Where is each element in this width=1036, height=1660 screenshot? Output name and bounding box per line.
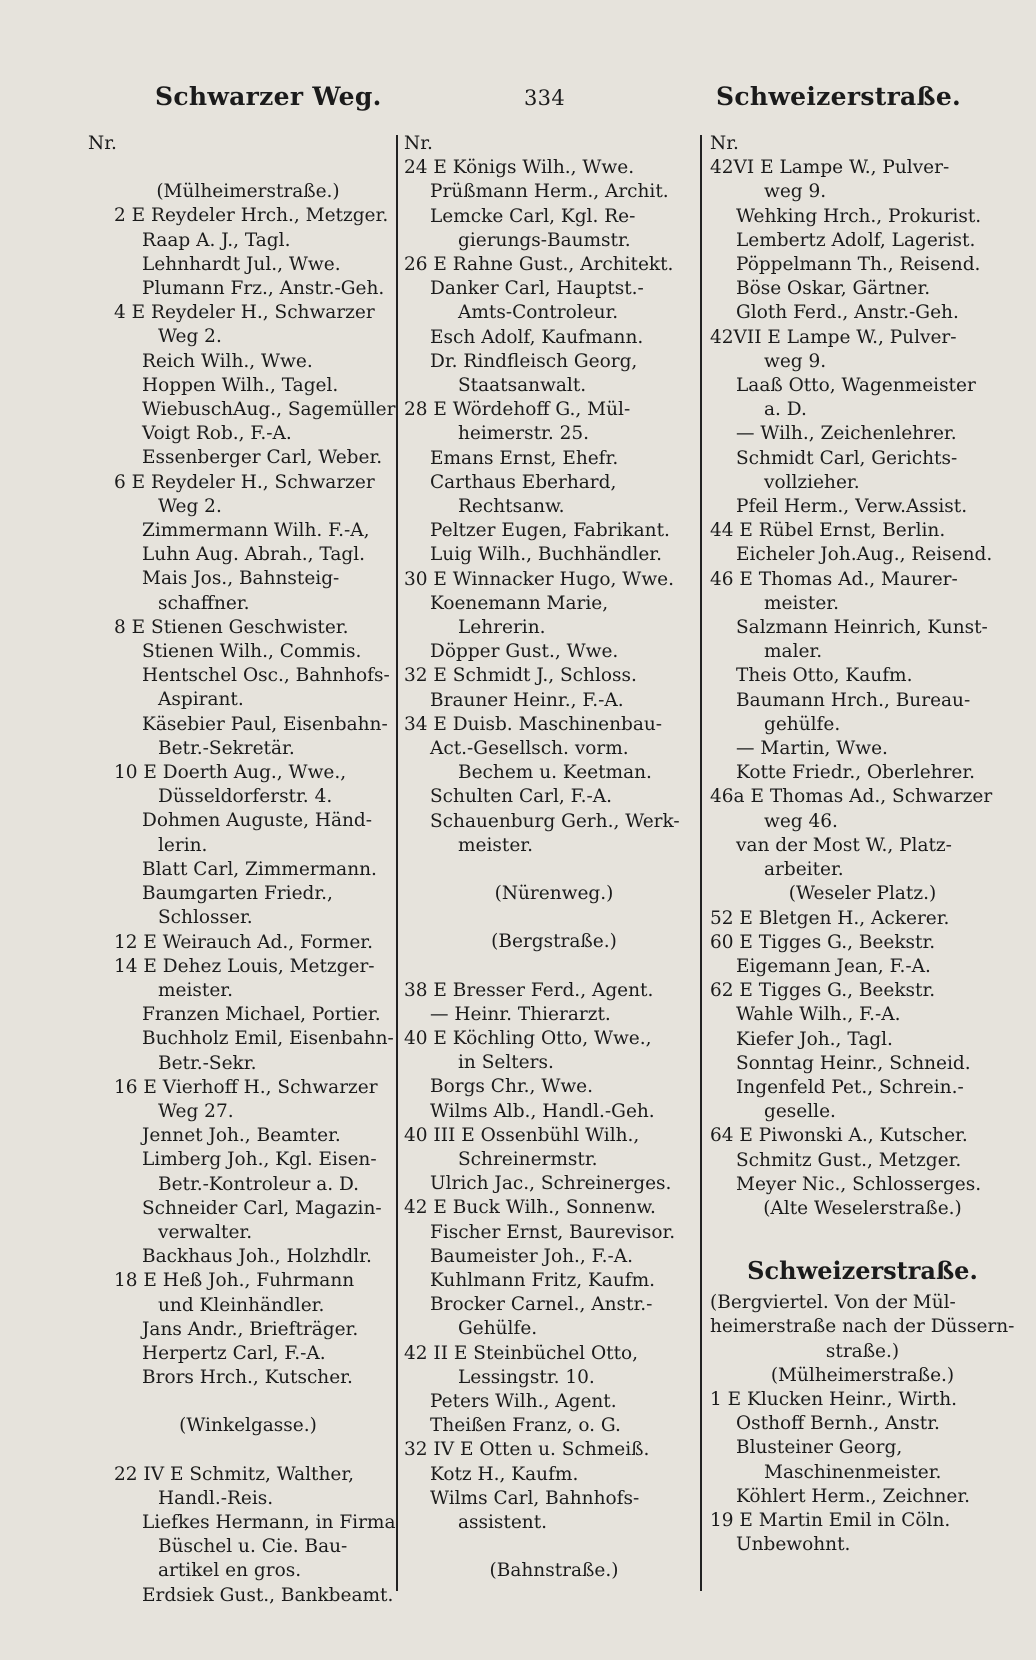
directory-entry: lerin. bbox=[158, 834, 208, 856]
directory-entry: a. D. bbox=[764, 399, 807, 421]
directory-entry: Käsebier Paul, Eisenbahn- bbox=[142, 713, 388, 735]
directory-entry: 1 E Klucken Heinr., Wirth. bbox=[710, 1388, 958, 1410]
directory-entry: Luhn Aug. Abrah., Tagl. bbox=[142, 544, 365, 566]
directory-entry: Buchholz Emil, Eisenbahn- bbox=[142, 1028, 394, 1050]
directory-entry: Danker Carl, Hauptst.- bbox=[430, 278, 644, 300]
directory-entry: 32 E Schmidt J., Schloss. bbox=[404, 665, 637, 687]
spacer bbox=[88, 1390, 408, 1414]
directory-entry: Pfeil Herm., Verw.Assist. bbox=[736, 496, 968, 518]
directory-entry: Schauenburg Gerh., Werk- bbox=[430, 810, 680, 832]
directory-entry: Amts-Controleur. bbox=[458, 302, 619, 324]
directory-entry: 2 E Reydeler Hrch., Metzger. bbox=[114, 205, 389, 227]
directory-entry: Nr. bbox=[710, 133, 739, 154]
directory-entry: Unbewohnt. bbox=[736, 1534, 851, 1556]
directory-entry: vollzieher. bbox=[764, 471, 860, 493]
directory-entry: 6 E Reydeler H., Schwarzer bbox=[114, 471, 375, 493]
directory-entry: Essenberger Carl, Weber. bbox=[142, 447, 383, 469]
directory-entry: Mais Jos., Bahnsteig- bbox=[142, 568, 340, 590]
column-3 bbox=[710, 132, 1015, 1557]
directory-entry: Düsseldorferstr. 4. bbox=[158, 786, 333, 808]
directory-entry: Peters Wilh., Agent. bbox=[430, 1390, 617, 1412]
directory-entry: Schneider Carl, Magazin- bbox=[142, 1197, 382, 1219]
directory-entry: Dohmen Auguste, Händ- bbox=[142, 810, 373, 832]
directory-entry: 16 E Vierhoff H., Schwarzer bbox=[114, 1076, 378, 1098]
directory-entry: Baumeister Joh., F.-A. bbox=[430, 1245, 633, 1267]
directory-entry: — Martin, Wwe. bbox=[736, 738, 888, 760]
directory-entry: Lehnhardt Jul., Wwe. bbox=[142, 253, 341, 275]
directory-entry: Emans Ernst, Ehefr. bbox=[430, 447, 619, 469]
directory-entry: Wilms Alb., Handl.-Geh. bbox=[430, 1100, 655, 1122]
spacer bbox=[710, 1221, 1015, 1245]
section-heading: straße.) bbox=[825, 1340, 900, 1362]
directory-entry: Schulten Carl, F.-A. bbox=[430, 786, 612, 808]
directory-entry: weg 46. bbox=[764, 810, 838, 832]
directory-entry: arbeiter. bbox=[764, 859, 844, 881]
directory-entry: Baumann Hrch., Bureau- bbox=[736, 689, 971, 711]
directory-entry: Liefkes Hermann, in Firma bbox=[142, 1511, 396, 1533]
spacer bbox=[88, 1439, 408, 1463]
directory-entry: Reich Wilh., Wwe. bbox=[142, 350, 313, 372]
directory-entry: Erdsiek Gust., Bankbeamt. bbox=[142, 1584, 394, 1606]
column-2 bbox=[404, 132, 704, 1583]
directory-entry: 42 II E Steinbüchel Otto, bbox=[404, 1342, 639, 1364]
section-heading: Schweizerstraße. bbox=[747, 1256, 978, 1286]
directory-entry: Schmidt Carl, Gerichts- bbox=[736, 447, 958, 469]
directory-entry: weg 9. bbox=[764, 181, 827, 203]
directory-entry: Brauner Heinr., F.-A. bbox=[430, 689, 624, 711]
directory-entry: van der Most W., Platz- bbox=[736, 834, 952, 856]
directory-entry: Act.-Gesellsch. vorm. bbox=[430, 738, 629, 760]
section-heading: (Nürenweg.) bbox=[494, 883, 614, 905]
directory-entry: Weg 2. bbox=[158, 495, 222, 517]
directory-entry: 40 E Köchling Otto, Wwe., bbox=[404, 1027, 652, 1049]
page-number: 334 bbox=[524, 86, 565, 110]
directory-entry: 4 E Reydeler H., Schwarzer bbox=[114, 302, 375, 324]
directory-entry: geselle. bbox=[764, 1101, 836, 1123]
directory-entry: 40 III E Ossenbühl Wilh., bbox=[404, 1124, 640, 1146]
directory-entry: Büschel u. Cie. Bau- bbox=[158, 1536, 348, 1558]
directory-entry: 62 E Tigges G., Beekstr. bbox=[710, 980, 936, 1002]
directory-entry: Hoppen Wilh., Tagel. bbox=[142, 374, 339, 396]
directory-entry: 18 E Heß Joh., Fuhrmann bbox=[114, 1270, 355, 1292]
directory-entry: Luig Wilh., Buchhändler. bbox=[430, 544, 662, 566]
directory-entry: 22 IV E Schmitz, Walther, bbox=[114, 1463, 355, 1485]
directory-entry: Herpertz Carl, F.-A. bbox=[142, 1342, 326, 1364]
directory-entry: heimerstraße nach der Düssern- bbox=[710, 1316, 1015, 1338]
directory-entry: 30 E Winnacker Hugo, Wwe. bbox=[404, 568, 674, 590]
directory-entry: Stienen Wilh., Commis. bbox=[142, 641, 362, 663]
spacer bbox=[404, 906, 704, 930]
directory-entry: Meyer Nic., Schlosserges. bbox=[736, 1173, 982, 1195]
directory-entry: 42VI E Lampe W., Pulver- bbox=[710, 157, 950, 179]
directory-entry: Eicheler Joh.Aug., Reisend. bbox=[736, 544, 993, 566]
directory-entry: 60 E Tigges G., Beekstr. bbox=[710, 931, 936, 953]
directory-entry: Koenemann Marie, bbox=[430, 592, 609, 614]
directory-entry: Jennet Joh., Beamter. bbox=[142, 1125, 341, 1147]
directory-entry: Bechem u. Keetman. bbox=[458, 762, 652, 784]
directory-entry: Eigemann Jean, F.-A. bbox=[736, 955, 931, 977]
header-street-right: Schweizerstraße. bbox=[716, 82, 962, 111]
directory-entry: Lehrerin. bbox=[458, 617, 546, 639]
directory-entry: Betr.-Sekr. bbox=[158, 1052, 257, 1074]
directory-entry: 38 E Bresser Ferd., Agent. bbox=[404, 979, 654, 1001]
directory-entry: Plumann Frz., Anstr.-Geh. bbox=[142, 278, 385, 300]
section-heading: (Mülheimerstraße.) bbox=[770, 1364, 955, 1386]
directory-entry: Weg 2. bbox=[158, 326, 222, 348]
directory-entry: Nr. bbox=[404, 133, 433, 154]
directory-entry: Fischer Ernst, Baurevisor. bbox=[430, 1221, 676, 1243]
directory-entry: 12 E Weirauch Ad., Former. bbox=[114, 931, 373, 953]
directory-entry: weg 9. bbox=[764, 350, 827, 372]
directory-entry: artikel en gros. bbox=[158, 1560, 302, 1582]
directory-entry: Borgs Chr., Wwe. bbox=[430, 1076, 593, 1098]
section-heading: (Winkelgasse.) bbox=[179, 1415, 317, 1437]
directory-entry: meister. bbox=[458, 834, 533, 856]
directory-entry: assistent. bbox=[458, 1511, 548, 1533]
directory-entry: Lessingstr. 10. bbox=[458, 1366, 595, 1388]
directory-entry: Kiefer Joh., Tagl. bbox=[736, 1028, 893, 1050]
directory-entry: Jans Andr., Briefträger. bbox=[142, 1318, 359, 1340]
directory-entry: Lemcke Carl, Kgl. Re- bbox=[430, 205, 636, 227]
directory-entry: Weg 27. bbox=[158, 1100, 234, 1122]
directory-entry: 10 E Doerth Aug., Wwe., bbox=[114, 762, 347, 784]
directory-entry: Baumgarten Friedr., bbox=[142, 883, 333, 905]
directory-entry: Peltzer Eugen, Fabrikant. bbox=[430, 520, 670, 542]
directory-entry: 26 E Rahne Gust., Architekt. bbox=[404, 254, 674, 276]
directory-entry: in Selters. bbox=[458, 1052, 554, 1074]
directory-entry: Sonntag Heinr., Schneid. bbox=[736, 1052, 971, 1074]
directory-entry: Nr. bbox=[88, 133, 117, 154]
directory-entry: 52 E Bletgen H., Ackerer. bbox=[710, 907, 950, 929]
directory-entry: 24 E Königs Wilh., Wwe. bbox=[404, 157, 635, 179]
directory-entry: Voigt Rob., F.-A. bbox=[142, 423, 292, 445]
directory-entry: Salzmann Heinrich, Kunst- bbox=[736, 617, 988, 639]
directory-entry: Betr.-Sekretär. bbox=[158, 737, 295, 759]
directory-entry: — Wilh., Zeichenlehrer. bbox=[736, 423, 957, 445]
directory-entry: 42VII E Lampe W., Pulver- bbox=[710, 326, 957, 348]
directory-entry: verwalter. bbox=[158, 1221, 253, 1243]
directory-entry: Gehülfe. bbox=[458, 1318, 538, 1340]
directory-entry: Betr.-Kontroleur a. D. bbox=[158, 1173, 360, 1195]
directory-entry: — Heinr. Thierarzt. bbox=[430, 1003, 611, 1025]
directory-entry: Döpper Gust., Wwe. bbox=[430, 641, 619, 663]
directory-entry: Brors Hrch., Kutscher. bbox=[142, 1367, 353, 1389]
directory-entry: Ingenfeld Pet., Schrein.- bbox=[736, 1076, 964, 1098]
directory-entry: Schmitz Gust., Metzger. bbox=[736, 1149, 962, 1171]
spacer bbox=[404, 858, 704, 882]
section-heading: (Mülheimerstraße.) bbox=[156, 181, 340, 203]
header-street-left: Schwarzer Weg. bbox=[155, 82, 382, 111]
directory-entry: 64 E Piwonski A., Kutscher. bbox=[710, 1125, 968, 1147]
directory-entry: maler. bbox=[764, 641, 823, 663]
directory-entry: 28 E Wördehoff G., Mül- bbox=[404, 399, 631, 421]
directory-entry: Brocker Carnel., Anstr.- bbox=[430, 1294, 653, 1316]
directory-entry: Schreinermstr. bbox=[458, 1148, 598, 1170]
directory-entry: meister. bbox=[158, 979, 233, 1001]
section-heading: (Alte Weselerstraße.) bbox=[763, 1197, 962, 1219]
directory-entry: 19 E Martin Emil in Cöln. bbox=[710, 1509, 951, 1531]
directory-entry: Limberg Joh., Kgl. Eisen- bbox=[142, 1149, 377, 1171]
directory-entry: Raap A. J., Tagl. bbox=[142, 229, 291, 251]
directory-entry: Hentschel Osc., Bahnhofs- bbox=[142, 665, 390, 687]
directory-entry: Zimmermann Wilh. F.-A, bbox=[142, 520, 370, 542]
directory-entry: Wehking Hrch., Prokurist. bbox=[736, 205, 982, 227]
directory-entry: Blatt Carl, Zimmermann. bbox=[142, 858, 377, 880]
spacer bbox=[404, 955, 704, 979]
directory-entry: 42 E Buck Wilh., Sonnenw. bbox=[404, 1197, 656, 1219]
column-1 bbox=[88, 132, 408, 1608]
directory-entry: gehülfe. bbox=[764, 713, 841, 735]
directory-entry: Franzen Michael, Portier. bbox=[142, 1004, 381, 1026]
directory-entry: 46a E Thomas Ad., Schwarzer bbox=[710, 786, 993, 808]
spacer bbox=[88, 156, 408, 180]
directory-entry: Osthoff Bernh., Anstr. bbox=[736, 1413, 940, 1435]
directory-entry: Carthaus Eberhard, bbox=[430, 471, 617, 493]
directory-entry: Pöppelmann Th., Reisend. bbox=[736, 254, 981, 276]
directory-entry: Lembertz Adolf, Lagerist. bbox=[736, 229, 976, 251]
directory-entry: Wahle Wilh., F.-A. bbox=[736, 1004, 901, 1026]
directory-entry: Prüßmann Herm., Archit. bbox=[430, 181, 669, 203]
directory-entry: Esch Adolf, Kaufmann. bbox=[430, 326, 644, 348]
directory-entry: Gloth Ferd., Anstr.-Geh. bbox=[736, 302, 959, 324]
directory-entry: Theis Otto, Kaufm. bbox=[736, 665, 913, 687]
section-heading: (Weseler Platz.) bbox=[788, 883, 937, 905]
spacer bbox=[404, 1535, 704, 1559]
directory-entry: heimerstr. 25. bbox=[458, 423, 590, 445]
directory-entry: Wilms Carl, Bahnhofs- bbox=[430, 1487, 640, 1509]
directory-entry: schaffner. bbox=[158, 592, 250, 614]
directory-entry: 34 E Duisb. Maschinenbau- bbox=[404, 713, 663, 735]
directory-entry: 46 E Thomas Ad., Maurer- bbox=[710, 568, 958, 590]
directory-entry: Laaß Otto, Wagenmeister bbox=[736, 375, 976, 397]
section-heading: (Bergstraße.) bbox=[491, 931, 617, 953]
directory-entry: WiebuschAug., Sagemüller bbox=[142, 399, 396, 421]
directory-entry: Kotz H., Kaufm. bbox=[430, 1463, 579, 1485]
directory-entry: (Bergviertel. Von der Mül- bbox=[710, 1292, 956, 1314]
directory-entry: und Kleinhändler. bbox=[158, 1294, 325, 1316]
directory-entry: Rechtsanw. bbox=[458, 496, 565, 518]
directory-entry: Blusteiner Georg, bbox=[736, 1437, 903, 1459]
directory-entry: Schlosser. bbox=[158, 907, 253, 929]
directory-entry: 32 IV E Otten u. Schmeiß. bbox=[404, 1439, 650, 1461]
directory-entry: Aspirant. bbox=[158, 689, 244, 711]
section-heading: (Bahnstraße.) bbox=[489, 1560, 619, 1582]
directory-entry: 8 E Stienen Geschwister. bbox=[114, 616, 349, 638]
directory-entry: Köhlert Herm., Zeichner. bbox=[736, 1485, 971, 1507]
directory-entry: Ulrich Jac., Schreinerges. bbox=[430, 1173, 672, 1195]
directory-entry: meister. bbox=[764, 592, 839, 614]
directory-entry: Staatsanwalt. bbox=[458, 375, 587, 397]
directory-entry: Kotte Friedr., Oberlehrer. bbox=[736, 762, 976, 784]
directory-entry: gierungs-Baumstr. bbox=[458, 229, 631, 251]
directory-entry: Theißen Franz, o. G. bbox=[430, 1415, 621, 1437]
directory-entry: Kuhlmann Fritz, Kaufm. bbox=[430, 1269, 656, 1291]
directory-entry: 44 E Rübel Ernst, Berlin. bbox=[710, 520, 946, 542]
directory-entry: Dr. Rindfleisch Georg, bbox=[430, 350, 638, 372]
directory-entry: Backhaus Joh., Holzhdlr. bbox=[142, 1246, 372, 1268]
directory-entry: Handl.-Reis. bbox=[158, 1487, 274, 1509]
directory-entry: 14 E Dehez Louis, Metzger- bbox=[114, 955, 375, 977]
directory-entry: Böse Oskar, Gärtner. bbox=[736, 278, 931, 300]
directory-entry: Maschinenmeister. bbox=[764, 1461, 942, 1483]
